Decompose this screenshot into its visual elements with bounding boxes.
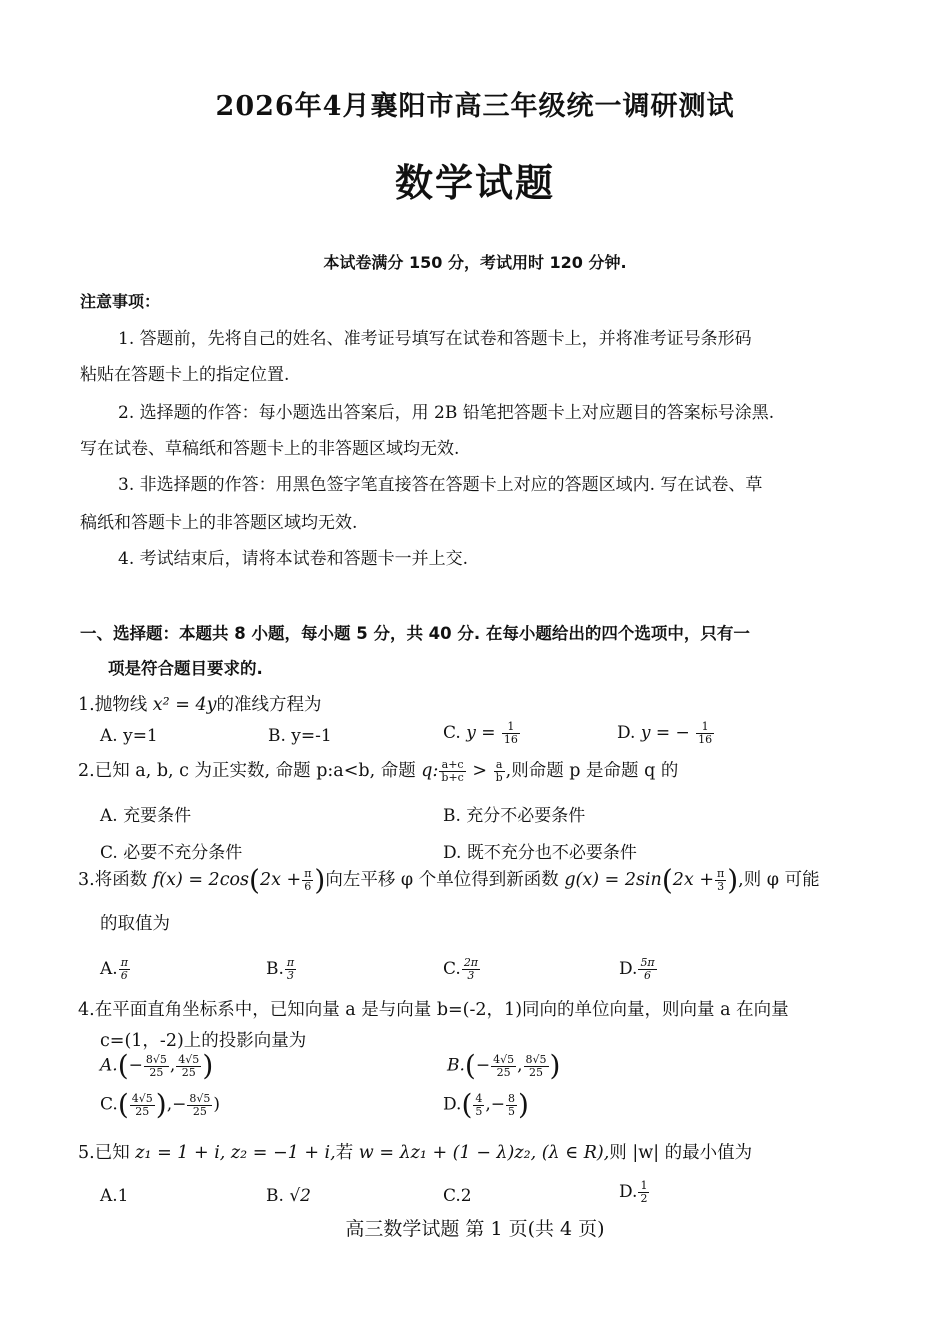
notice-line-4: 写在试卷、草稿纸和答题卡上的非答题区域均无效. — [80, 439, 460, 459]
q2-option-a: A. 充要条件 — [100, 806, 192, 826]
notice-line-3: 2. 选择题的作答：每小题选出答案后，用 2B 铅笔把答题卡上对应题目的答案标号涂黑. — [118, 403, 775, 423]
q1-option-c: C. y = $\frac{1}{16}$ — [443, 720, 518, 746]
q2-option-d: D. 既不充分也不必要条件 — [443, 843, 637, 863]
question-3-stem-line-2: 的取值为 — [100, 914, 170, 934]
subject-title: 数学试题 — [394, 160, 555, 205]
section-heading-line-2: 项是符合题目要求的. — [108, 659, 263, 678]
q4-option-b: B.(− $\frac{4√5}{25}$ , $\frac{8√5}{25}$ ) — [447, 1049, 561, 1082]
q4-option-a: A.(− $\frac{8√5}{25}$ , $\frac{4√5}{25}$ ) — [100, 1049, 214, 1082]
notice-line-7: 4. 考试结束后，请将本试卷和答题卡一并上交. — [118, 549, 469, 569]
question-5-stem: 5.已知 z₁ = 1 + i, z₂ = −1 + i,若 w = λz₁ + (1 − λ)z₂, (λ ∈ R),则 |w| 的最小值为 — [78, 1143, 753, 1163]
notice-line-6: 稿纸和答题卡上的非答题区域均无效. — [80, 513, 358, 533]
notice-line-2: 粘贴在答题卡上的指定位置. — [80, 365, 290, 385]
question-4-stem-line-1: 4.在平面直角坐标系中，已知向量 a 是与向量 b=(-2，1)同向的单位向量，则向量 a 在向量 — [78, 1000, 789, 1020]
question-4-stem-line-2: c=(1，-2)上的投影向量为 — [100, 1031, 307, 1051]
q5-option-a: A.1 — [100, 1186, 129, 1206]
q3-option-c: C. $\frac{2\pi}{3}$ — [443, 956, 479, 982]
notice-line-5: 3. 非选择题的作答：用黑色签字笔直接答在答题卡上对应的答题区域内. 写在试卷、草 — [118, 475, 763, 495]
q1-option-d: D. y = − $\frac{1}{16}$ — [617, 720, 713, 746]
q3-option-a: A. $\frac{\pi}{6}$ — [100, 956, 128, 982]
q1-option-b: B. y=-1 — [268, 726, 332, 746]
q4-option-c: C.( $\frac{4√5}{25}$ ),− $\frac{8√5}{25}$ ) — [100, 1088, 221, 1121]
question-2-stem: 2.已知 a, b, c 为正实数, 命题 p:a<b, 命题 q: $\frac{a+c}{b+c}$ > $\frac{a}{b}$ ,则命题 p 是命题 q 的 — [78, 758, 679, 784]
page-footer: 高三数学试题 第 1 页(共 4 页) — [345, 1218, 605, 1240]
q5-option-d: D. $\frac{1}{2}$ — [619, 1179, 648, 1205]
notice-heading: 注意事项： — [80, 292, 161, 311]
section-heading-line-1: 一、选择题：本题共 8 小题，每小题 5 分，共 40 分. 在每小题给出的四个选项中，只有一 — [80, 624, 750, 643]
q4-option-d: D.( $\frac{4}{5}$ ,− $\frac{8}{5}$ ) — [443, 1088, 529, 1121]
q3-option-d: D. $\frac{5\pi}{6}$ — [619, 956, 655, 982]
q2-option-b: B. 充分不必要条件 — [443, 806, 586, 826]
notice-line-1: 1. 答题前，先将自己的姓名、准考证号填写在试卷和答题卡上，并将准考证号条形码 — [118, 329, 752, 349]
q1-option-a: A. y=1 — [100, 726, 158, 746]
exam-title: 2026年4月襄阳市高三年级统一调研测试 — [215, 91, 735, 122]
q3-option-b: B. $\frac{\pi}{3}$ — [266, 956, 295, 982]
question-3-stem: 3.将函数 f(x) = 2cos(2x + $\frac{\pi}{6}$ )向左平移 φ 个单位得到新函数 g(x) = 2sin(2x + $\frac{\pi}{3}$ ),则 φ 可能 — [78, 863, 820, 897]
q5-option-c: C.2 — [443, 1186, 472, 1206]
q5-option-b: B. √2 — [266, 1186, 311, 1206]
question-1-stem: 1.抛物线 x² = 4y的准线方程为 — [78, 695, 322, 715]
score-note: 本试卷满分 150 分，考试用时 120 分钟. — [323, 253, 627, 272]
q2-option-c: C. 必要不充分条件 — [100, 843, 243, 863]
